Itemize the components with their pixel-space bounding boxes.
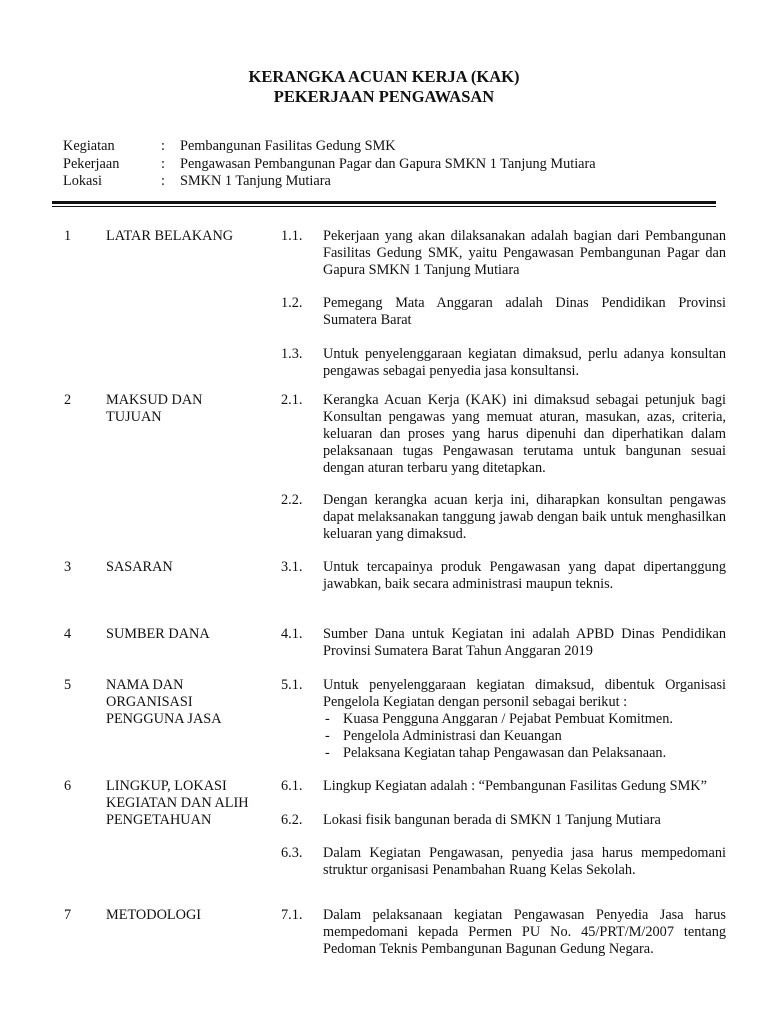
- meta-row-pekerjaan: [63, 156, 723, 174]
- item-text: Untuk penyelenggaraan kegiatan dimaksud, perlu adanya konsultan pengawas sebagai penyedia jasa konsultansi.: [323, 346, 726, 379]
- section-title: METODOLOGI: [106, 907, 202, 923]
- item-number: 1.1.: [281, 228, 303, 244]
- item-number: 1.3.: [281, 346, 303, 362]
- meta-colon: :: [161, 138, 165, 154]
- item-number: 1.2.: [281, 295, 303, 311]
- item-number: 7.1.: [281, 907, 303, 923]
- item-text: Untuk tercapainya produk Pengawasan yang dapat dipertanggung jawabkan, baik secara administrasi maupun teknis.: [323, 559, 726, 592]
- meta-label: Pekerjaan: [63, 155, 120, 172]
- title-line-2: PEKERJAAN PENGAWASAN: [273, 87, 495, 106]
- item-text: Pemegang Mata Anggaran adalah Dinas Pendidikan Provinsi Sumatera Barat: [323, 295, 726, 328]
- item-number: 2.2.: [281, 492, 303, 508]
- item-text: Dengan kerangka acuan kerja ini, diharapkan konsultan pengawas dapat melaksanakan tanggung jawab dengan baik untuk menghasilkan keluaran yang dimaksud.: [323, 492, 726, 542]
- item-number: 3.1.: [281, 559, 303, 575]
- section-number: 5: [64, 677, 72, 693]
- header-divider-thin: [52, 206, 716, 207]
- item-text: Dalam Kegiatan Pengawasan, penyedia jasa harus mempedomani struktur organisasi Penambahan Ruang Kelas Sekolah.: [323, 845, 726, 878]
- list-item: - Kuasa Pengguna Anggaran / Pejabat Pembuat Komitmen.: [323, 711, 726, 728]
- title-line-1: KERANGKA ACUAN KERJA (KAK): [248, 67, 520, 86]
- meta-label: Kegiatan: [63, 138, 115, 154]
- section-number: 3: [64, 559, 72, 575]
- item-text: Lingkup Kegiatan adalah : “Pembangunan Fasilitas Gedung SMK”: [323, 778, 707, 794]
- meta-colon: :: [161, 155, 165, 172]
- meta-value: SMKN 1 Tanjung Mutiara: [180, 173, 331, 189]
- section-number: 1: [64, 228, 72, 244]
- item-number: 2.1.: [281, 392, 303, 408]
- section-title: NAMA DAN ORGANISASI PENGGUNA JASA: [106, 677, 222, 727]
- item-text: Sumber Dana untuk Kegiatan ini adalah APBD Dinas Pendidikan Provinsi Sumatera Barat Tahun Anggaran 2019: [323, 626, 726, 659]
- meta-row-lokasi: [63, 173, 723, 191]
- section-title: LATAR BELAKANG: [106, 228, 234, 244]
- item-number: 4.1.: [281, 626, 303, 642]
- item-number: 5.1.: [281, 677, 303, 693]
- document-title: [0, 67, 768, 107]
- meta-label: Lokasi: [63, 173, 102, 189]
- item-text: Dalam pelaksanaan kegiatan Pengawasan Penyedia Jasa harus mempedomani kepada Permen PU No. 45/PRT/M/2007 tentang Pedoman Teknis Pembangunan Bagunan Gedung Negara.: [323, 907, 726, 957]
- section-title: SASARAN: [106, 559, 173, 575]
- meta-value: Pengawasan Pembangunan Pagar dan Gapura SMKN 1 Tanjung Mutiara: [180, 155, 596, 172]
- item-text: Untuk penyelenggaraan kegiatan dimaksud, dibentuk Organisasi Pengelola Kegiatan dengan personil sebagai berikut :: [323, 677, 726, 710]
- list-item: - Pelaksana Kegiatan tahap Pengawasan dan Pelaksanaan.: [323, 745, 726, 762]
- item-text: Pekerjaan yang akan dilaksanakan adalah bagian dari Pembangunan Fasilitas Gedung SMK, yaitu Pengawasan Pembangunan Pagar dan Gapura SMKN 1 Tanjung Mutiara: [323, 228, 726, 278]
- personnel-list: [323, 711, 726, 762]
- meta-value: Pembangunan Fasilitas Gedung SMK: [180, 138, 396, 154]
- section-title: LINGKUP, LOKASI KEGIATAN DAN ALIH PENGETAHUAN: [106, 778, 249, 828]
- item-number: 6.2.: [281, 812, 303, 828]
- item-text-with-list: [323, 677, 726, 762]
- section-number: 7: [64, 907, 72, 923]
- section-number: 2: [64, 392, 72, 408]
- project-info: [63, 138, 723, 191]
- list-item: - Pengelola Administrasi dan Keuangan: [323, 728, 726, 745]
- section-title: SUMBER DANA: [106, 626, 210, 642]
- meta-colon: :: [161, 173, 165, 189]
- section-number: 4: [64, 626, 72, 642]
- item-number: 6.3.: [281, 845, 303, 861]
- section-title: MAKSUD DAN TUJUAN: [106, 392, 203, 425]
- header-divider-thick: [52, 201, 716, 204]
- section-number: 6: [64, 778, 72, 794]
- item-text: Lokasi fisik bangunan berada di SMKN 1 Tanjung Mutiara: [323, 812, 661, 828]
- meta-row-kegiatan: [63, 138, 723, 156]
- item-number: 6.1.: [281, 778, 303, 794]
- item-text: Kerangka Acuan Kerja (KAK) ini dimaksud sebagai petunjuk bagi Konsultan pengawas yang memuat aturan, masukan, azas, criteria, keluaran dan proses yang harus dipenuhi dan diperhatikan dalam pelaksanaan tugas Pengawasan terutama untuk bangunan sesuai dengan aturan terbaru yang ditetapkan.: [323, 392, 726, 476]
